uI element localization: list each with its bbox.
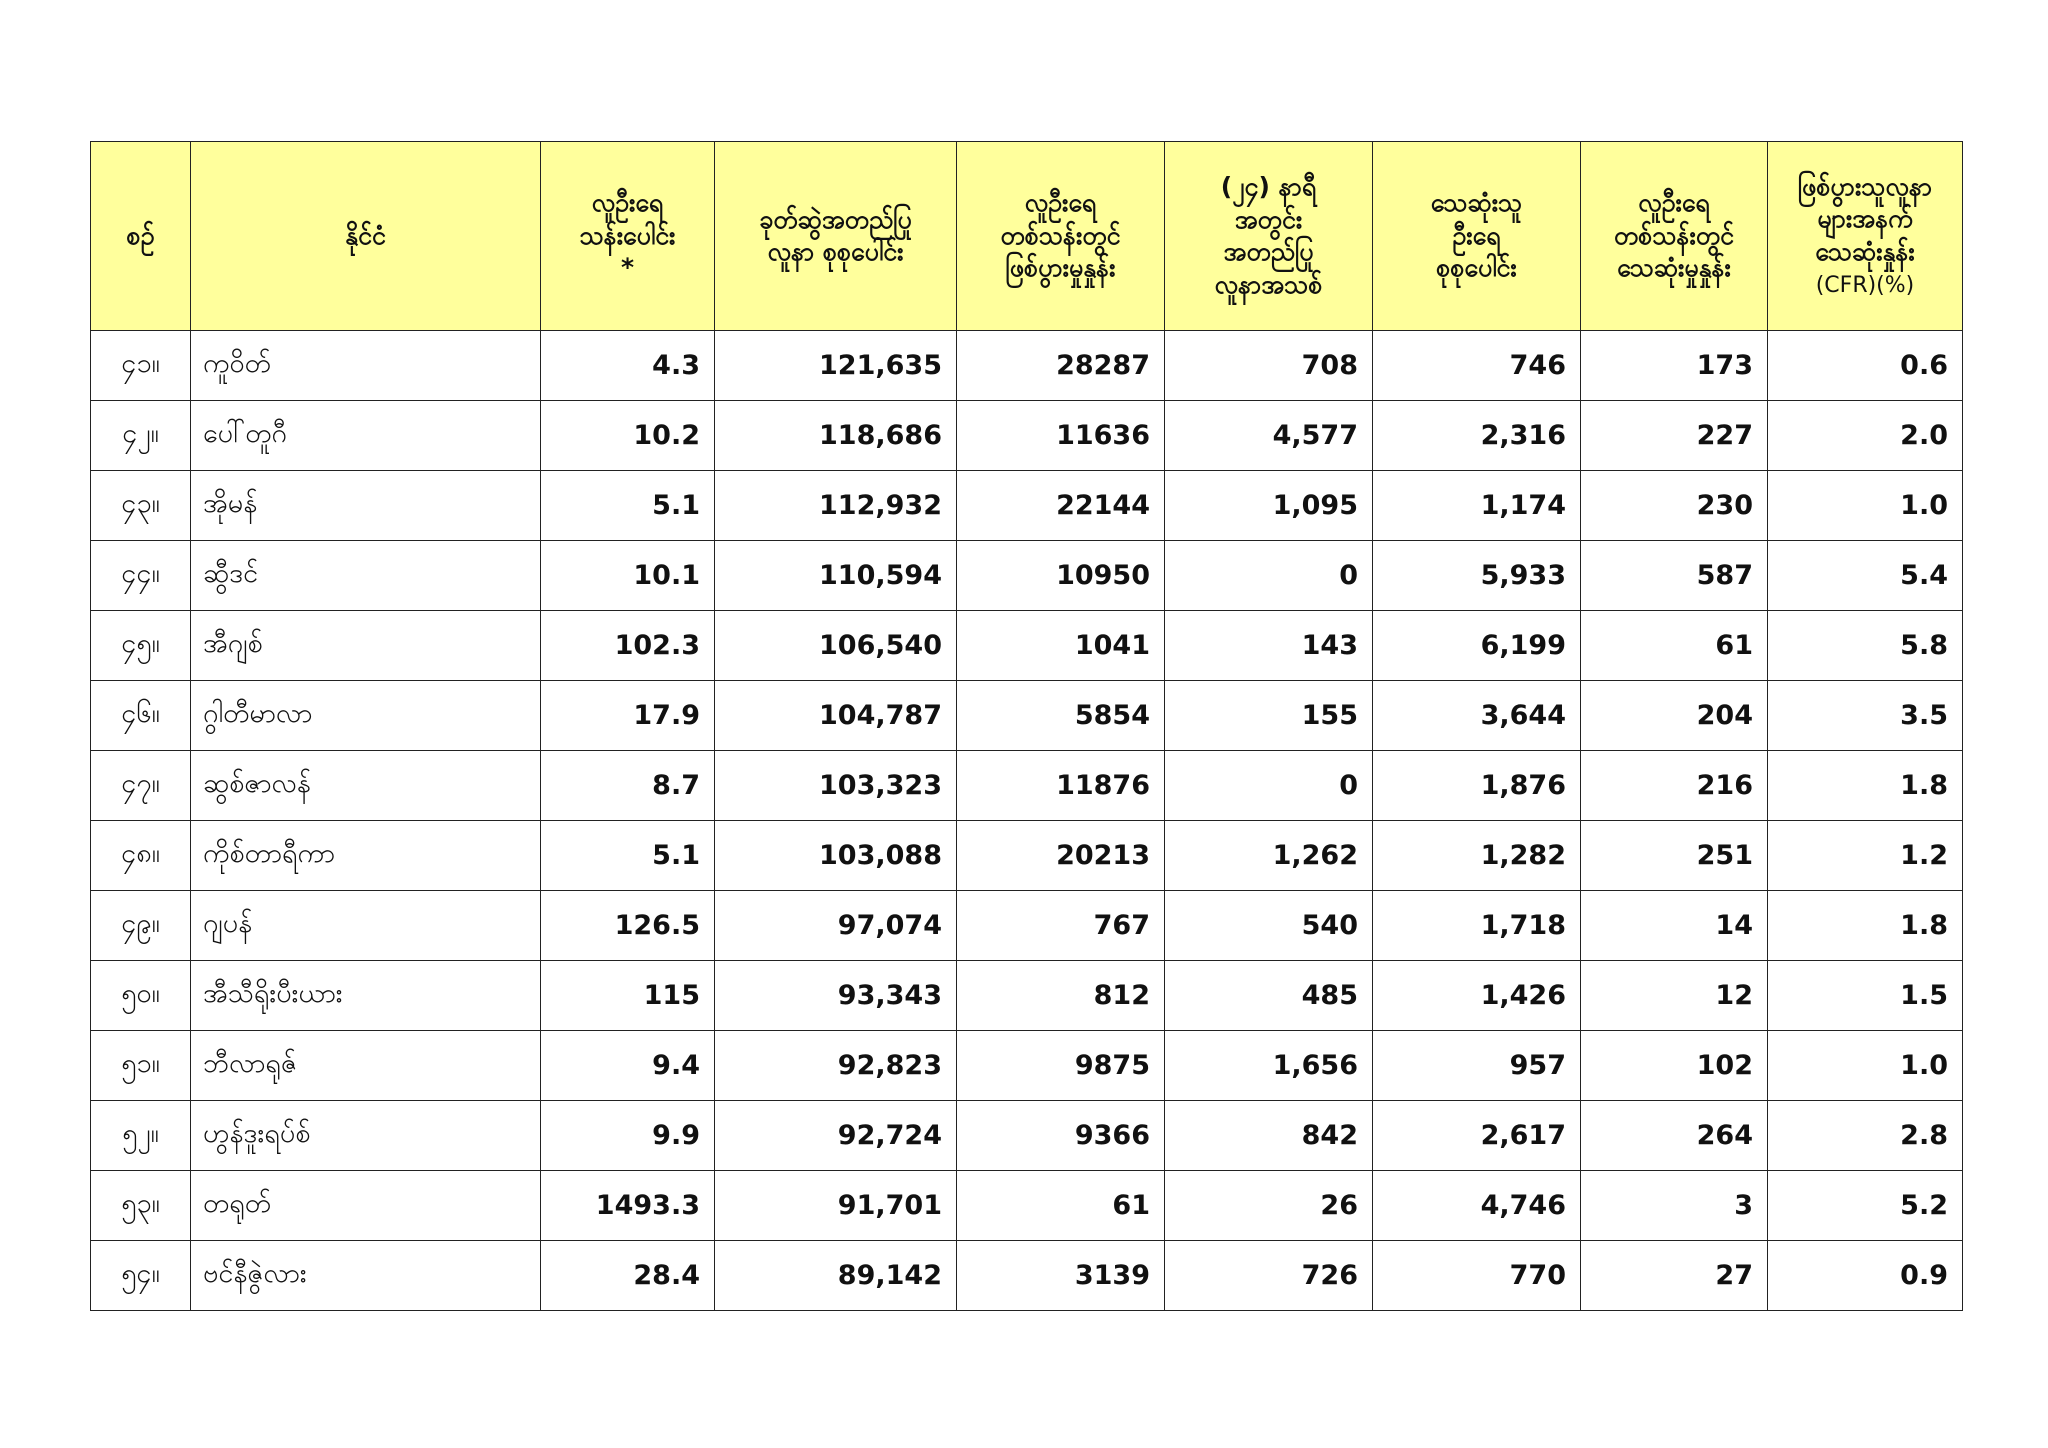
cell-population: 9.9 [541, 1101, 715, 1171]
cell-country: အီဂျစ် [191, 611, 541, 681]
cell-deaths-per-million: 102 [1581, 1031, 1768, 1101]
cell-cases-per-million: 9875 [957, 1031, 1165, 1101]
cell-cases-per-million: 9366 [957, 1101, 1165, 1171]
cell-serial: ၄၂။ [91, 401, 191, 471]
cell-new-24h: 0 [1165, 751, 1373, 821]
cell-country: ဂွါတီမာလာ [191, 681, 541, 751]
cell-total-confirmed: 97,074 [715, 891, 957, 961]
cell-total-deaths: 746 [1373, 331, 1581, 401]
cell-country: ဆွီဒင် [191, 541, 541, 611]
cell-population: 1493.3 [541, 1171, 715, 1241]
cell-population: 10.2 [541, 401, 715, 471]
cell-deaths-per-million: 227 [1581, 401, 1768, 471]
cell-cfr: 5.8 [1768, 611, 1963, 681]
table-row [91, 751, 1963, 821]
cell-deaths-per-million: 3 [1581, 1171, 1768, 1241]
cell-total-confirmed: 103,088 [715, 821, 957, 891]
cell-cfr: 1.0 [1768, 1031, 1963, 1101]
cell-cases-per-million: 11636 [957, 401, 1165, 471]
cell-cases-per-million: 5854 [957, 681, 1165, 751]
header-serial: စဉ် [91, 142, 191, 331]
cell-total-deaths: 6,199 [1373, 611, 1581, 681]
table-row [91, 1031, 1963, 1101]
cell-total-confirmed: 110,594 [715, 541, 957, 611]
cell-new-24h: 26 [1165, 1171, 1373, 1241]
cell-deaths-per-million: 14 [1581, 891, 1768, 961]
cell-total-deaths: 2,617 [1373, 1101, 1581, 1171]
cell-total-confirmed: 92,823 [715, 1031, 957, 1101]
cell-population: 5.1 [541, 821, 715, 891]
table-row [91, 681, 1963, 751]
cell-total-deaths: 5,933 [1373, 541, 1581, 611]
cell-cfr: 2.0 [1768, 401, 1963, 471]
cell-cases-per-million: 61 [957, 1171, 1165, 1241]
table-row [91, 401, 1963, 471]
cell-serial: ၄၇။ [91, 751, 191, 821]
cell-cfr: 1.8 [1768, 891, 1963, 961]
cell-cfr: 2.8 [1768, 1101, 1963, 1171]
cell-serial: ၄၈။ [91, 821, 191, 891]
table-row [91, 331, 1963, 401]
cell-new-24h: 540 [1165, 891, 1373, 961]
cell-new-24h: 0 [1165, 541, 1373, 611]
header-cases-per-million: လူဦးရေ တစ်သန်းတွင် ဖြစ်ပွားမှုနှုန်း [957, 142, 1165, 331]
cell-serial: ၄၅။ [91, 611, 191, 681]
cell-serial: ၄၁။ [91, 331, 191, 401]
cell-new-24h: 1,656 [1165, 1031, 1373, 1101]
cell-population: 28.4 [541, 1241, 715, 1311]
cell-total-deaths: 1,174 [1373, 471, 1581, 541]
cell-new-24h: 726 [1165, 1241, 1373, 1311]
header-row [91, 142, 1963, 331]
cell-cases-per-million: 20213 [957, 821, 1165, 891]
table-row [91, 541, 1963, 611]
cell-total-confirmed: 92,724 [715, 1101, 957, 1171]
table-row [91, 1241, 1963, 1311]
cell-deaths-per-million: 251 [1581, 821, 1768, 891]
cell-cases-per-million: 1041 [957, 611, 1165, 681]
cell-population: 9.4 [541, 1031, 715, 1101]
header-total-confirmed: ခုတ်ဆွဲအတည်ပြု လူနာ စုစုပေါင်း [715, 142, 957, 331]
table-row [91, 1171, 1963, 1241]
cell-cases-per-million: 28287 [957, 331, 1165, 401]
cell-serial: ၅၁။ [91, 1031, 191, 1101]
header-country: နိုင်ငံ [191, 142, 541, 331]
header-cfr-label: ဖြစ်ပွားသူလူနာ များအနက် သေဆုံးနှုန်း [1797, 171, 1933, 266]
cell-population: 115 [541, 961, 715, 1031]
cell-population: 102.3 [541, 611, 715, 681]
cell-population: 126.5 [541, 891, 715, 961]
cell-cfr: 5.4 [1768, 541, 1963, 611]
cell-population: 5.1 [541, 471, 715, 541]
cell-total-deaths: 770 [1373, 1241, 1581, 1311]
cell-cfr: 0.9 [1768, 1241, 1963, 1311]
cell-cases-per-million: 10950 [957, 541, 1165, 611]
cell-cfr: 3.5 [1768, 681, 1963, 751]
cell-deaths-per-million: 587 [1581, 541, 1768, 611]
cell-deaths-per-million: 12 [1581, 961, 1768, 1031]
cell-total-deaths: 2,316 [1373, 401, 1581, 471]
cell-total-confirmed: 121,635 [715, 331, 957, 401]
cell-total-confirmed: 112,932 [715, 471, 957, 541]
cell-total-confirmed: 118,686 [715, 401, 957, 471]
cell-country: ဘီလာရုဇ် [191, 1031, 541, 1101]
cell-deaths-per-million: 27 [1581, 1241, 1768, 1311]
cell-cfr: 5.2 [1768, 1171, 1963, 1241]
cell-total-deaths: 1,426 [1373, 961, 1581, 1031]
header-population: လူဦးရေ သန်းပေါင်း * [541, 142, 715, 331]
cell-total-confirmed: 93,343 [715, 961, 957, 1031]
cell-total-deaths: 3,644 [1373, 681, 1581, 751]
cell-new-24h: 143 [1165, 611, 1373, 681]
cell-cases-per-million: 22144 [957, 471, 1165, 541]
cell-deaths-per-million: 216 [1581, 751, 1768, 821]
cell-new-24h: 485 [1165, 961, 1373, 1031]
cell-country: ဂျပန် [191, 891, 541, 961]
table-row [91, 611, 1963, 681]
cell-new-24h: 1,262 [1165, 821, 1373, 891]
header-deaths-per-million: လူဦးရေ တစ်သန်းတွင် သေဆုံးမှုနှုန်း [1581, 142, 1768, 331]
cell-deaths-per-million: 61 [1581, 611, 1768, 681]
cell-deaths-per-million: 173 [1581, 331, 1768, 401]
cell-cfr: 1.2 [1768, 821, 1963, 891]
header-new-24h: (၂၄) နာရီ အတွင်း အတည်ပြု လူနာအသစ် [1165, 142, 1373, 331]
cell-cfr: 1.8 [1768, 751, 1963, 821]
cell-country: ဆွစ်ဇာလန် [191, 751, 541, 821]
cell-serial: ၅၀။ [91, 961, 191, 1031]
table-row [91, 961, 1963, 1031]
table-row [91, 821, 1963, 891]
cell-total-confirmed: 91,701 [715, 1171, 957, 1241]
cell-serial: ၄၄။ [91, 541, 191, 611]
cell-cfr: 1.5 [1768, 961, 1963, 1031]
cell-serial: ၄၆။ [91, 681, 191, 751]
cell-country: ဟွန်ဒူးရပ်စ် [191, 1101, 541, 1171]
cell-population: 4.3 [541, 331, 715, 401]
cell-serial: ၄၃။ [91, 471, 191, 541]
cell-total-confirmed: 89,142 [715, 1241, 957, 1311]
cell-cases-per-million: 767 [957, 891, 1165, 961]
cell-serial: ၅၃။ [91, 1171, 191, 1241]
cell-country: ကူဝိတ် [191, 331, 541, 401]
cell-cases-per-million: 3139 [957, 1241, 1165, 1311]
cell-country: ကိုစ်တာရီကာ [191, 821, 541, 891]
cell-cases-per-million: 11876 [957, 751, 1165, 821]
cell-country: တရုတ် [191, 1171, 541, 1241]
cell-new-24h: 842 [1165, 1101, 1373, 1171]
cell-deaths-per-million: 230 [1581, 471, 1768, 541]
cell-serial: ၄၉။ [91, 891, 191, 961]
cell-total-deaths: 1,876 [1373, 751, 1581, 821]
cell-total-deaths: 957 [1373, 1031, 1581, 1101]
header-cfr [1768, 142, 1963, 331]
header-cfr-unit: (CFR)(%) [1815, 273, 1915, 299]
cell-cfr: 1.0 [1768, 471, 1963, 541]
cell-new-24h: 155 [1165, 681, 1373, 751]
cell-new-24h: 1,095 [1165, 471, 1373, 541]
cell-cases-per-million: 812 [957, 961, 1165, 1031]
cell-deaths-per-million: 264 [1581, 1101, 1768, 1171]
cell-total-confirmed: 106,540 [715, 611, 957, 681]
cell-country: ပေါ်တူဂီ [191, 401, 541, 471]
cell-serial: ၅၂။ [91, 1101, 191, 1171]
covid-country-table [90, 141, 1963, 1311]
cell-country: အိုမန် [191, 471, 541, 541]
cell-cfr: 0.6 [1768, 331, 1963, 401]
cell-population: 10.1 [541, 541, 715, 611]
cell-population: 17.9 [541, 681, 715, 751]
header-total-deaths: သေဆုံးသူ ဦးရေ စုစုပေါင်း [1373, 142, 1581, 331]
cell-new-24h: 708 [1165, 331, 1373, 401]
table-row [91, 471, 1963, 541]
cell-total-deaths: 1,718 [1373, 891, 1581, 961]
cell-population: 8.7 [541, 751, 715, 821]
cell-total-deaths: 1,282 [1373, 821, 1581, 891]
cell-serial: ၅၄။ [91, 1241, 191, 1311]
cell-total-deaths: 4,746 [1373, 1171, 1581, 1241]
cell-new-24h: 4,577 [1165, 401, 1373, 471]
cell-country: အီသီရိုးပီးယား [191, 961, 541, 1031]
cell-deaths-per-million: 204 [1581, 681, 1768, 751]
table-row [91, 1101, 1963, 1171]
cell-country: ဗင်နီဇွဲလား [191, 1241, 541, 1311]
table-row [91, 891, 1963, 961]
cell-total-confirmed: 104,787 [715, 681, 957, 751]
cell-total-confirmed: 103,323 [715, 751, 957, 821]
